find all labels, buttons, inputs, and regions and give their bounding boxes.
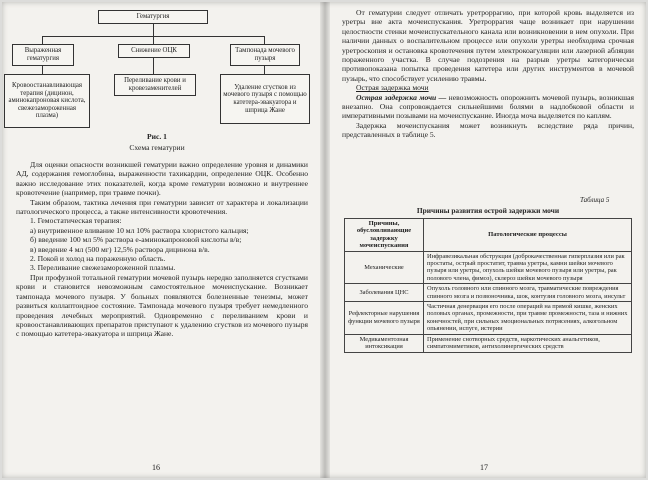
list-item: а) внутривенное вливание 10 мл 10% раствора хлористого кальция; xyxy=(30,225,249,235)
right-body-text xyxy=(342,8,634,140)
definition-term: Острая задержка мочи — xyxy=(356,92,447,102)
book-spread xyxy=(2,2,646,478)
causes-table xyxy=(344,218,632,353)
table-cell: Инфравезикальная обструкция (доброкачественная гиперплазия или рак простаты, острый простатит, травма уретры, камни шейки мочевого пузыря или уретры, опухоль шейки мочевого пузыря или уретры, рак полового члена, фимоз), склероз шейки мочевого пузыря xyxy=(424,251,632,284)
list-item: б) введение 100 мл 5% раствора е-аминокапроновой кислоты в/в; xyxy=(30,235,242,245)
definition-text: невозможность опорожнить мочевой пузырь, возникшая внезапно. Она сопровождается сильнейшими болями в надлобковой области и императивными позывами на мочеиспускание. Иногда моча выделяется по каплям. xyxy=(342,92,634,121)
diagram-branch-box: Тампонада мочевого пузыря xyxy=(230,44,300,66)
page-number: 16 xyxy=(152,463,160,472)
right-page xyxy=(330,2,646,478)
diagram-action-box: Удаление сгустков из мочевого пузыря с помощью катетера-эвакуатора и шприца Жане xyxy=(220,74,310,124)
connector-line xyxy=(42,66,43,74)
table-header: Причины, обусловливающие задержку мочеиспускания xyxy=(345,219,424,252)
paragraph: При профузной тотальной гематурии мочевой пузырь нередко заполняется сгустками крови и становится невозможным самостоятельное мочеиспускание. Возникает тампонада мочевого пузыря. У больных появляются болезненные тенезмы, может развиться коллаптоидное состояние. Тампонада мочевого пузыря требует немедленного проведения лечебных мероприятий. Одновременно с переливанием крови и кровоостанавливающих препаратов приступают к удалению сгустков из мочевого пузыря с помощью катетера-эвакуатора и шприца Жане. xyxy=(16,272,308,339)
table-header: Патологические процессы xyxy=(424,219,632,252)
table-cell: Медикаментозная интоксикация xyxy=(345,334,424,352)
diagram-branch-box: Выраженная гематургия xyxy=(12,44,74,66)
table-cell: Рефлекторные нарушения функции мочевого пузыря xyxy=(345,302,424,335)
book-gutter xyxy=(320,2,330,478)
connector-line xyxy=(153,36,154,44)
figure-label: Рис. 1 xyxy=(147,132,167,141)
table-cell: Заболевания ЦНС xyxy=(345,284,424,302)
figure-title: Схема гематурии xyxy=(129,143,185,152)
connector-line xyxy=(153,58,154,74)
diagram-branch-box: Снижение ОЦК xyxy=(118,44,190,58)
table-row xyxy=(345,334,632,352)
table-label: Таблица 5 xyxy=(580,196,610,204)
left-page xyxy=(2,2,320,478)
table-title: Причины развития острой задержки мочи xyxy=(416,206,560,215)
paragraph: Для оценки опасности возникшей гематурии важно определение уровня и динамики АД, содержания гемоглобина, выраженности тахикардии, определение ОЦК. Особенно важно исследование этих показателей, когда кроме гематурии возможно и внутреннее кровотечение (например, при травме почки). xyxy=(16,160,308,198)
list-item: 2. Покой и холод на пораженную область. xyxy=(30,254,166,264)
table-row xyxy=(345,251,632,284)
paragraph: Задержка мочеиспускания может возникнуть вследствие ряда причин, представленных в таблице 5. xyxy=(342,120,634,140)
list-item: в) введение 4 мл (500 мг) 12,5% раствора дицинона в/в. xyxy=(30,244,210,254)
list-item: 1. Гемостатическая терапия: xyxy=(30,216,122,226)
connector-line xyxy=(153,24,154,36)
diagram-root-box: Гематургия xyxy=(98,10,208,24)
table-row xyxy=(345,302,632,335)
table-cell: Частичная денервация его после операций на прямой кишке, женских половых органах, промежности, при травме промежности, таза и нижних конечностей, при сильных эмоциональных потрясениях, алкогольном опьянении, испуге, истерии xyxy=(424,302,632,335)
table-header-row xyxy=(345,219,632,252)
diagram-action-box: Переливание крови и кровезаменителей xyxy=(114,74,196,96)
page-number: 17 xyxy=(480,463,488,472)
diagram-action-box: Кровоостанавливающая терапия (дицинон, аминокапроновая кислота, свежезамороженная плазма) xyxy=(4,74,90,128)
paragraph: Таким образом, тактика лечения при гематурии зависит от характера и локализации патологического процесса, а также интенсивности кровотечения. xyxy=(16,197,308,217)
table-row xyxy=(345,284,632,302)
section-heading: Острая задержка мочи xyxy=(356,83,429,93)
list-item: 3. Переливание свежезамороженной плазмы. xyxy=(30,263,176,273)
connector-line xyxy=(264,66,265,74)
left-body-text xyxy=(16,160,308,339)
table-cell: Применение снотворных средств, наркотических анальгетиков, симпатомиметиков, антихолинергических средств xyxy=(424,334,632,352)
paragraph: От гематурии следует отличать уретроррагию, при которой кровь выделяется из уретры вне акта мочеиспускания. Уретроррагия чаще возникает при нарушении целостности стенки мочеиспускательного канала или возникновении в нем опухоли. При наличии данных о воспалительном процессе или опухоли уретры необходима срочная уретроскопия и остановка кровотечения путем электрокоагуляции или лазерной абляции пораженного участка. В случае подозрения на разрыв уретры категорически противопоказана попытка проведения катетера или других инструментов в мочевой пузырь, что способствует усилению травмы. xyxy=(342,8,634,83)
connector-line xyxy=(264,36,265,44)
definition-paragraph xyxy=(342,93,634,121)
table-cell: Опухоль головного или спинного мозга, травматические повреждения спинного мозга и позвоночника, шок, контузия головного мозга, инсульт xyxy=(424,284,632,302)
table-cell: Механические xyxy=(345,251,424,284)
connector-line xyxy=(42,36,43,44)
